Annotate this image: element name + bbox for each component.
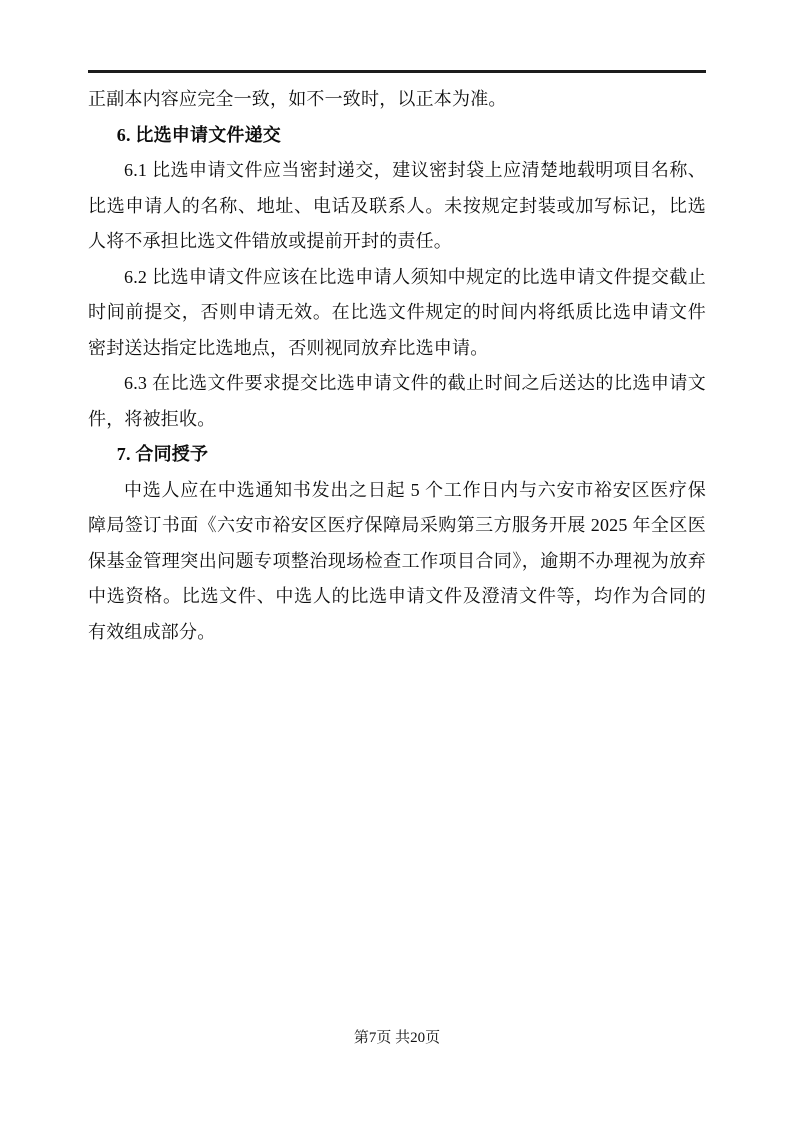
section-6-heading: 6. 比选申请文件递交 (116, 124, 281, 145)
section-7-heading: 7. 合同授予 (116, 444, 209, 464)
header-rule (88, 70, 706, 73)
paragraph-7-1: 中选人应在中选通知书发出之日起 5 个工作日内与六安市裕安区医疗保障局签订书面《六安市裕安区医疗保障局采购第三方服务开展 2025 年全区医保基金管理突出问题专项整治现场检查工作项目合同》，逾期不办理视为放弃中选资格。比选文件、中选人的比选申请文件及澄清文件等，均作为合同的有效组成部分。 (88, 479, 706, 642)
paragraph-original-copy-consistency: 正副本内容应完全一致，如不一致时，以正本为准。 (88, 89, 507, 109)
paragraph-6-2: 6.2 比选申请文件应该在比选申请人须知中规定的比选申请文件提交截止时间前提交，否则申请无效。在比选文件规定的时间内将纸质比选申请文件密封送达指定比选地点，否则视同放弃比选申请。 (88, 266, 706, 358)
paragraph-6-1: 6.1 比选申请文件应当密封递交，建议密封袋上应清楚地载明项目名称、比选申请人的名称、地址、电话及联系人。未按规定封装或加写标记，比选人将不承担比选文件错放或提前开封的责任。 (88, 160, 706, 251)
document-body (88, 82, 706, 650)
page-number-footer: 第7页 共20页 (353, 1030, 441, 1046)
paragraph-6-3: 6.3 在比选文件要求提交比选申请文件的截止时间之后送达的比选申请文件，将被拒收。 (88, 373, 706, 429)
